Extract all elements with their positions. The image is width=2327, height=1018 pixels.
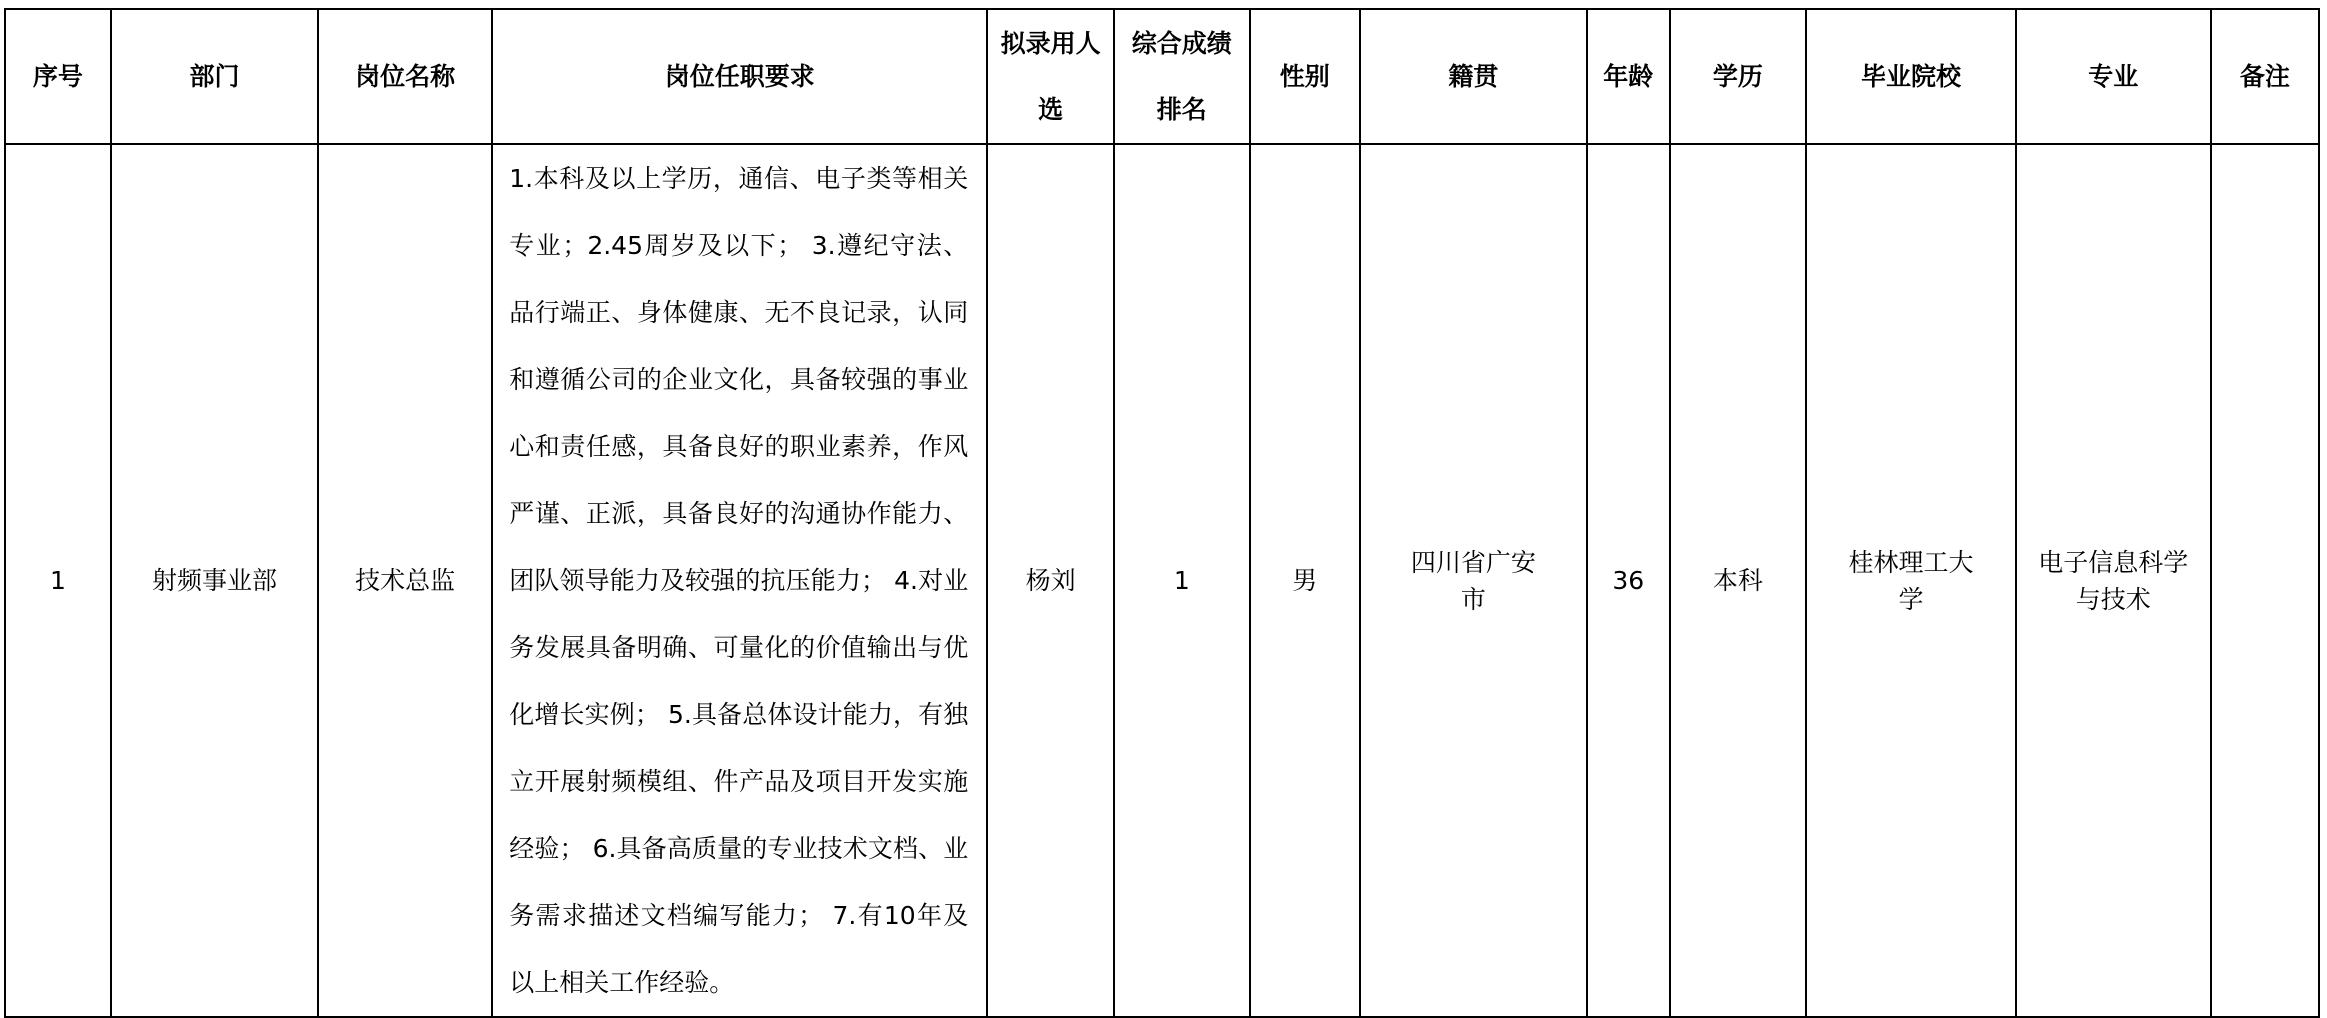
cell-education: 本科 bbox=[1670, 144, 1807, 1017]
header-school: 毕业院校 bbox=[1806, 9, 2015, 144]
major-text: 电子信息科学与技术 bbox=[2038, 547, 2189, 614]
cell-candidate: 杨刘 bbox=[987, 144, 1114, 1017]
cell-rank: 1 bbox=[1114, 144, 1250, 1017]
table-row bbox=[5, 144, 2319, 1017]
header-rank-label: 综合成绩排名 bbox=[1131, 28, 1232, 124]
cell-position: 技术总监 bbox=[318, 144, 492, 1017]
header-remark: 备注 bbox=[2211, 9, 2319, 144]
cell-origin bbox=[1360, 144, 1587, 1017]
header-seq: 序号 bbox=[5, 9, 111, 144]
header-requirements: 岗位任职要求 bbox=[492, 9, 987, 144]
header-rank bbox=[1114, 9, 1250, 144]
cell-remark bbox=[2211, 144, 2319, 1017]
cell-school bbox=[1806, 144, 2015, 1017]
origin-text: 四川省广安市 bbox=[1410, 547, 1536, 614]
header-age: 年龄 bbox=[1587, 9, 1670, 144]
recruitment-table bbox=[4, 8, 2320, 1018]
header-candidate-label: 拟录用人选 bbox=[1000, 28, 1101, 124]
requirements-text: 1.本科及以上学历，通信、电子类等相关专业；2.45周岁及以下； 3.遵纪守法、品行端正、身体健康、无不良记录，认同和遵循公司的企业文化，具备较强的事业心和责任感，具备良好的职业素养，作风严谨、正派，具备良好的沟通协作能力、团队领导能力及较强的抗压能力； 4.对业务发展具备明确、可量化的价值输出与优化增长实例； 5.具备总体设计能力，有独立开展射频模组、件产品及项目开发实施经验； 6.具备高质量的专业技术文档、业务需求描述文档编写能力； 7.有10年及以上相关工作经验。 bbox=[509, 164, 969, 997]
header-position: 岗位名称 bbox=[318, 9, 492, 144]
cell-seq: 1 bbox=[5, 144, 111, 1017]
school-text: 桂林理工大学 bbox=[1848, 547, 1974, 614]
header-row bbox=[5, 9, 2319, 144]
cell-major bbox=[2016, 144, 2211, 1017]
cell-dept: 射频事业部 bbox=[111, 144, 318, 1017]
header-gender: 性别 bbox=[1250, 9, 1360, 144]
cell-gender: 男 bbox=[1250, 144, 1360, 1017]
cell-requirements bbox=[492, 144, 987, 1017]
header-dept: 部门 bbox=[111, 9, 318, 144]
header-education: 学历 bbox=[1670, 9, 1807, 144]
header-major: 专业 bbox=[2016, 9, 2211, 144]
header-candidate bbox=[987, 9, 1114, 144]
cell-age: 36 bbox=[1587, 144, 1670, 1017]
header-origin: 籍贯 bbox=[1360, 9, 1587, 144]
